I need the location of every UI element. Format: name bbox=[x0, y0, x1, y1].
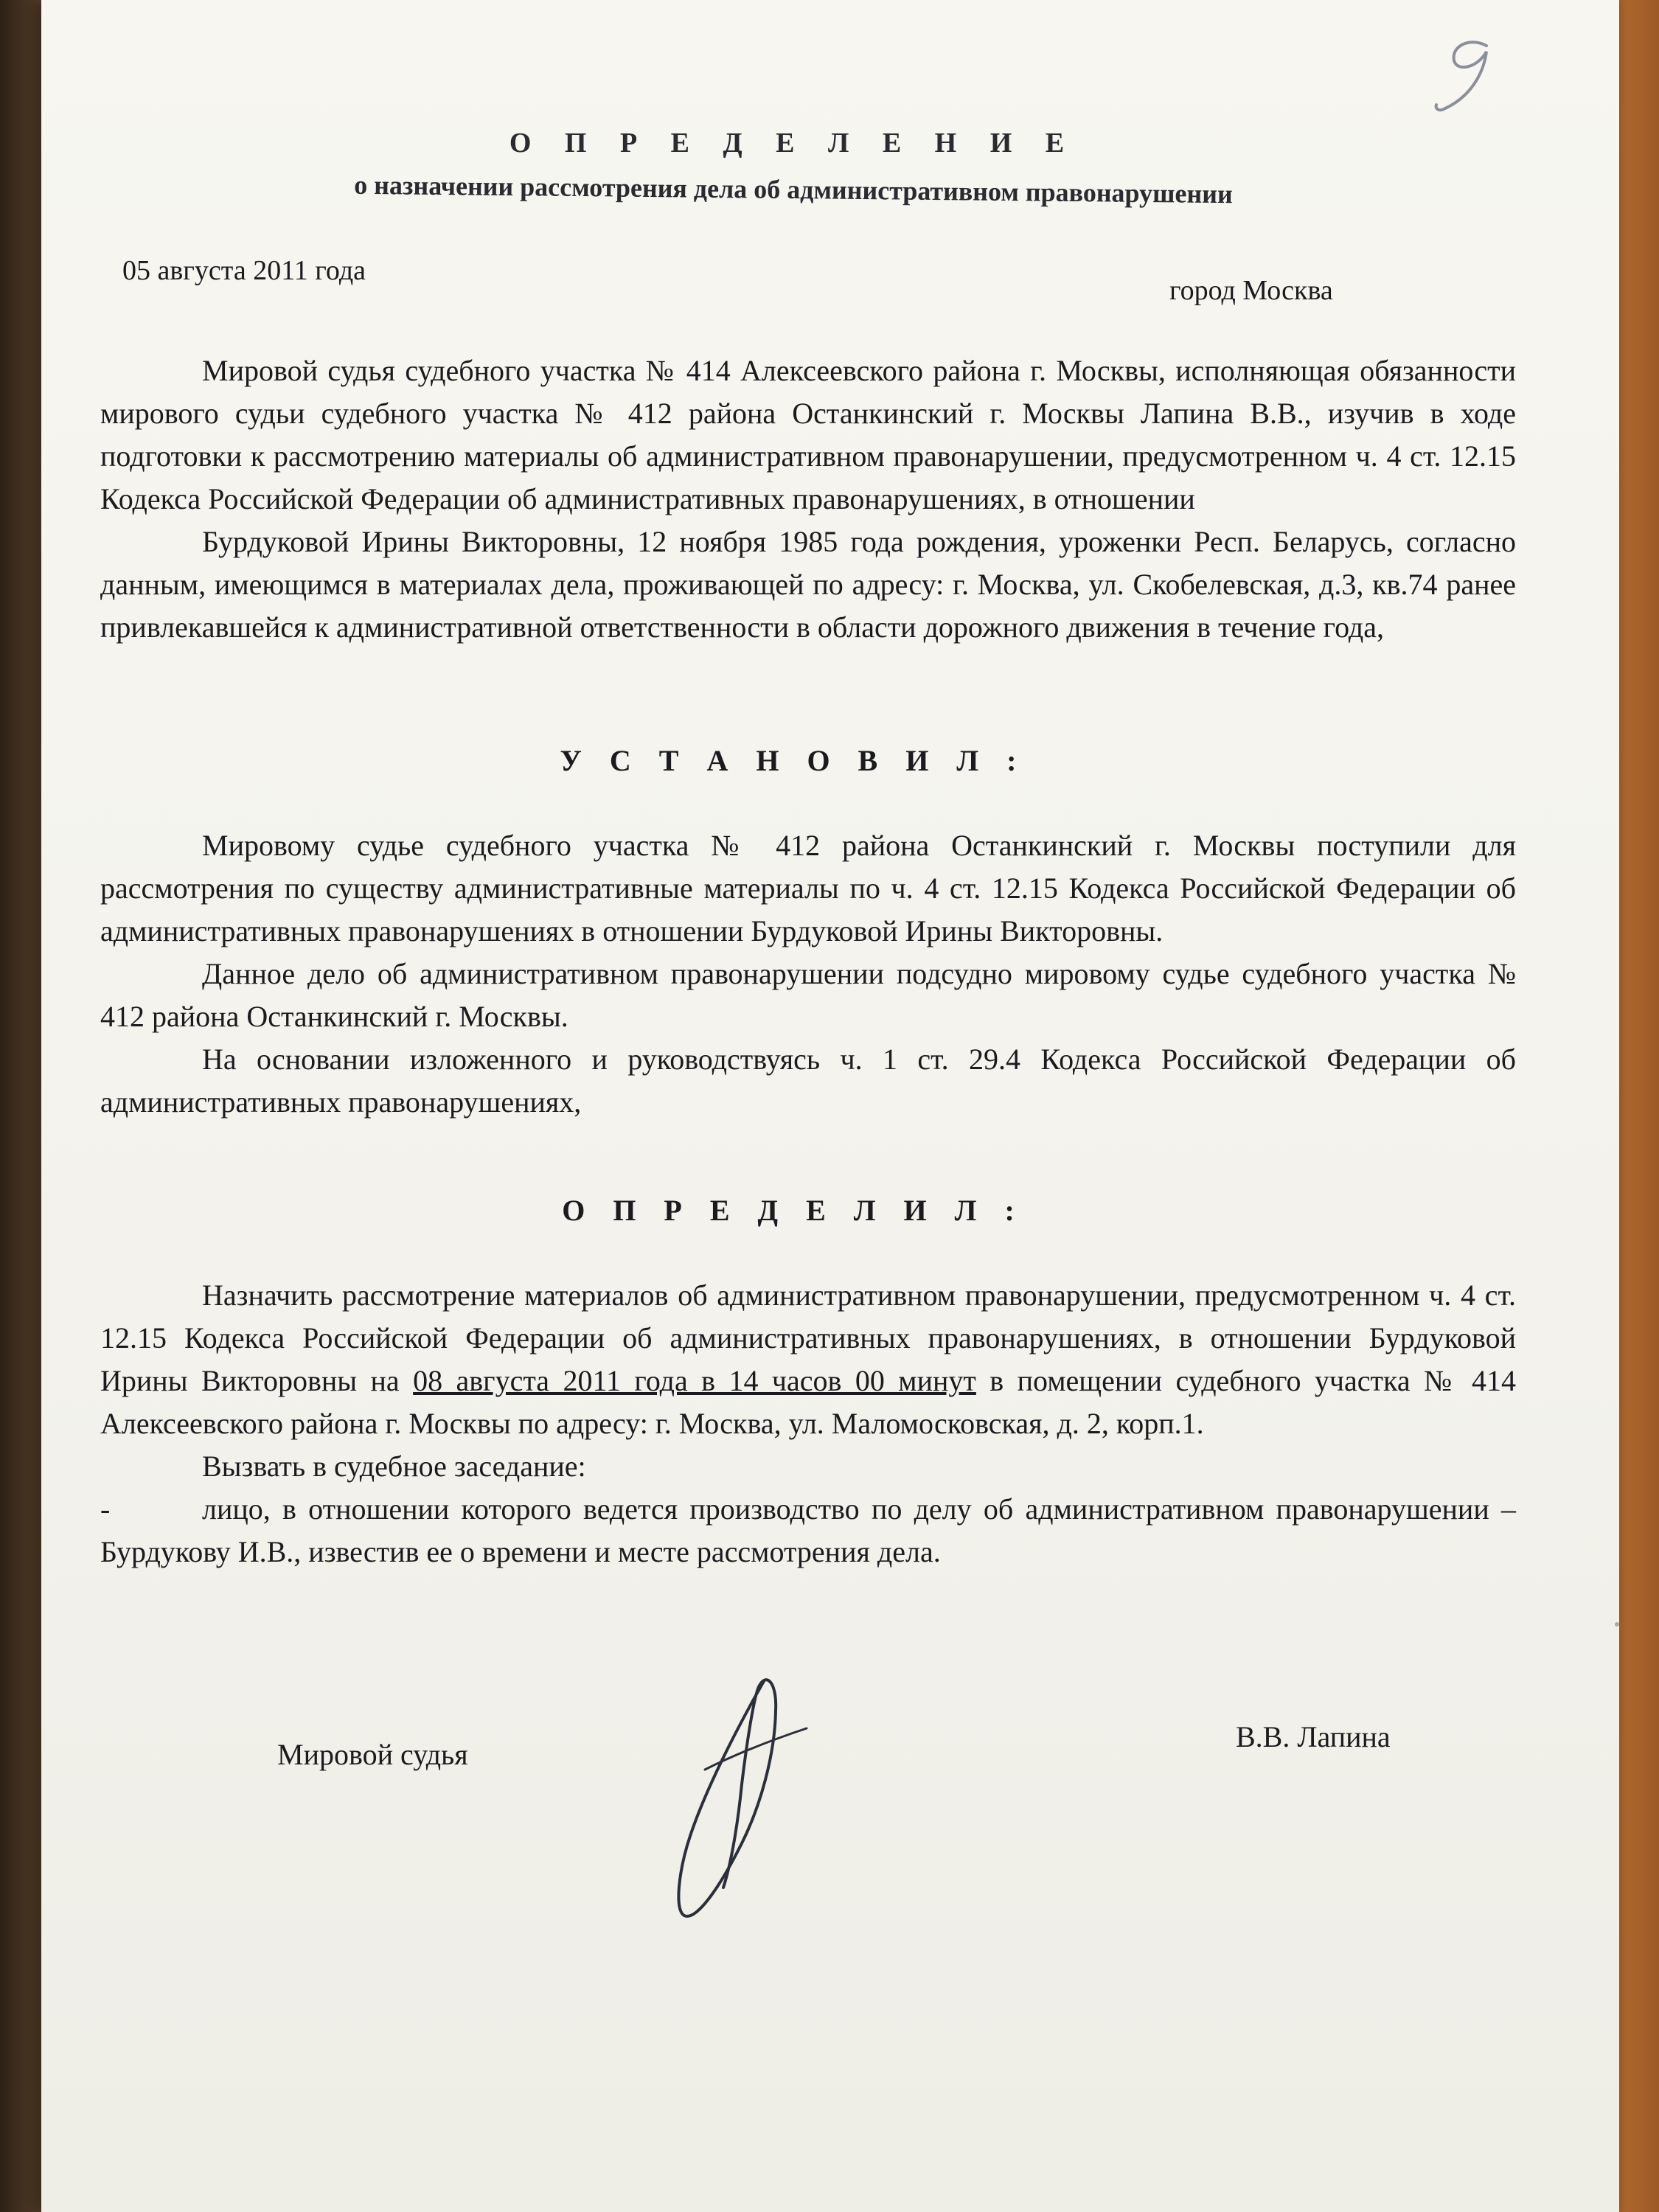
decision-text: Назначить рассмотрение материалов об административном правонарушении, предусмотренном ч. 4 ст. 12.15 Кодекса Российской Федерации об административных правонарушениях, в отношении Бурдуковой Ирины Викторовны на bbox=[100, 1279, 1516, 1397]
handwritten-signature bbox=[602, 1666, 852, 1932]
summon-list-item bbox=[100, 1488, 1516, 1573]
determined-heading: О П Р Е Д Е Л И Л : bbox=[562, 1194, 1025, 1227]
decision-section bbox=[100, 1274, 1516, 1573]
intro-paragraph: Бурдуковой Ирины Викторовны, 12 ноября 1985 года рождения, уроженки Респ. Беларусь, согласно данным, имеющимся в материалах дела, проживающей по адресу: г. Москва, ул. Скобелевская, д.3, кв.74 ранее привлекавшейся к административной ответственности в области дорожного движения в течение года, bbox=[100, 525, 1516, 644]
signature-title: Мировой судья bbox=[277, 1738, 468, 1771]
decision-paragraph bbox=[100, 1274, 1516, 1445]
hearing-datetime: 08 августа 2011 года в 14 часов 00 минут bbox=[413, 1364, 976, 1397]
established-heading: У С Т А Н О В И Л : bbox=[560, 744, 1027, 777]
list-dash: - bbox=[100, 1492, 111, 1526]
handwritten-page-number bbox=[1419, 29, 1514, 118]
signatory-name: В.В. Лапина bbox=[1236, 1720, 1391, 1753]
intro-section bbox=[100, 349, 1516, 649]
document-title: О П Р Е Д Е Л Е Н И Е bbox=[509, 128, 1078, 159]
decision-text: в помещении судебного участка № 414 Алексеевского района г. Москвы по адресу: г. Москва, ул. Маломосковская, д. 2, корп.1. bbox=[100, 1364, 1517, 1440]
established-paragraph: Мировому судье судебного участка № 412 района Останкинский г. Москвы поступили для рассмотрения по существу административные материалы по ч. 4 ст. 12.15 Кодекса Российской Федерации об административных правонарушениях в отношении Бурдуковой Ирины Викторовны. bbox=[100, 829, 1516, 947]
established-paragraph: Данное дело об административном правонарушении подсудно мировому судье судебного участка № 412 района Останкинский г. Москвы. bbox=[100, 957, 1516, 1033]
intro-paragraph: Мировой судья судебного участка № 414 Алексеевского района г. Москвы, исполняющая обязанности мирового судьи судебного участка № 412 района Останкинский г. Москвы Лапина В.В., изучив в ходе подготовки к рассмотрению материалы об административном правонарушении, предусмотренном ч. 4 ст. 12.15 Кодекса Российской Федерации об административных правонарушениях, в отношении bbox=[100, 354, 1516, 515]
summon-item-text: лицо, в отношении которого ведется производство по делу об административном правонарушении – Бурдукову И.В., известив ее о времени и месте рассмотрения дела. bbox=[100, 1492, 1516, 1568]
page-mark bbox=[1615, 1622, 1619, 1627]
document-subtitle: о назначении рассмотрения дела об административном правонарушении bbox=[354, 170, 1233, 209]
document-city: город Москва bbox=[1169, 275, 1333, 306]
summon-intro: Вызвать в судебное заседание: bbox=[202, 1450, 586, 1483]
document-page bbox=[41, 0, 1619, 2212]
established-section bbox=[100, 824, 1516, 1124]
document-date: 05 августа 2011 года bbox=[122, 255, 366, 286]
established-paragraph: На основании изложенного и руководствуясь ч. 1 ст. 29.4 Кодекса Российской Федерации об административных правонарушениях, bbox=[100, 1043, 1516, 1119]
